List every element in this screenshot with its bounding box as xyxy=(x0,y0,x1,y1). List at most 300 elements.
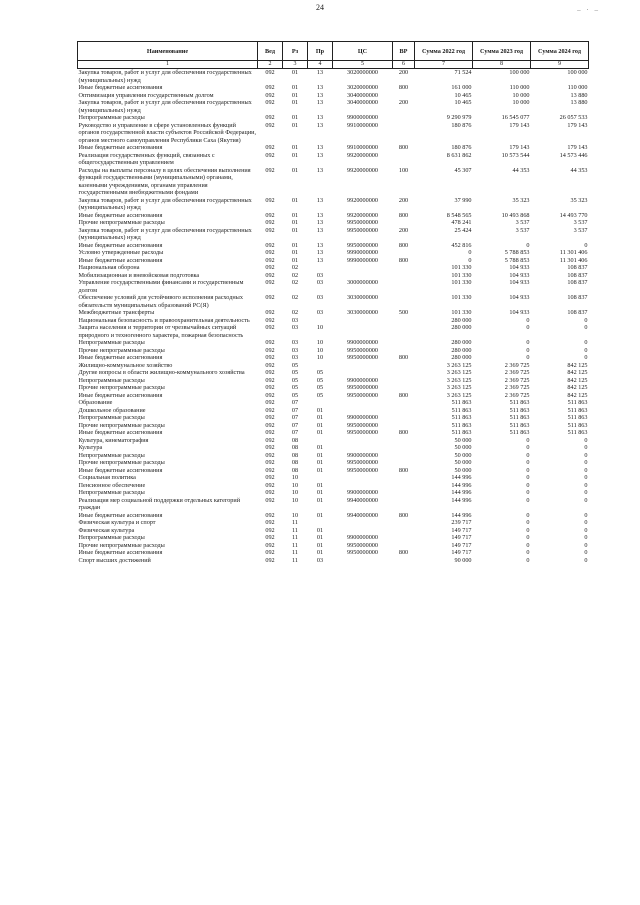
cell-name: Расходы на выплаты персоналу в целях обеспечения выполнения функций государственными (муниципальными) органами, казенными учреждениями, органами управления государственными внебюджетными фондами xyxy=(78,166,251,196)
cell-sum-2024: 842 125 xyxy=(567,384,588,391)
cell-rz: 02 xyxy=(291,279,299,286)
cell-sum-2024: 108 837 xyxy=(567,309,588,316)
cell-cs: 9950000000 xyxy=(347,549,378,556)
cell-name: Физическая культура xyxy=(78,526,135,534)
cell-sum-2023: 0 xyxy=(526,541,530,549)
table-row xyxy=(78,339,589,347)
cell-sum-2023: 0 xyxy=(526,526,530,534)
cell-vr xyxy=(393,152,415,167)
cell-pr: 05 xyxy=(316,369,324,376)
cell-pr: 01 xyxy=(316,466,324,474)
cell-rz: 02 xyxy=(291,309,299,316)
cell-rz: 01 xyxy=(291,69,299,76)
cell-sum-2023: 104 933 xyxy=(509,294,530,301)
cell-pr xyxy=(308,264,333,272)
cell-pr: 01 xyxy=(316,459,324,466)
cell-pr xyxy=(308,399,333,407)
cell-name: Пенсионное обеспечение xyxy=(78,481,146,489)
cell-sum-2022: 101 330 xyxy=(451,279,472,286)
col-number: 7 xyxy=(415,61,473,69)
table-row xyxy=(78,99,589,114)
cell-ved: 092 xyxy=(265,526,275,534)
cell-rz: 05 xyxy=(291,391,299,399)
col-header-sum-2023: Сумма 2023 год xyxy=(473,42,531,61)
cell-sum-2023: 5 788 853 xyxy=(504,249,530,256)
cell-name: Жилищно-коммунальное хозяйство xyxy=(78,361,173,369)
col-number: 8 xyxy=(473,61,531,69)
cell-sum-2022: 37 990 xyxy=(454,196,472,204)
cell-cs xyxy=(333,527,393,535)
cell-name: Физическая культура и спорт xyxy=(78,519,156,526)
col-number: 1 xyxy=(78,61,258,69)
cell-vr xyxy=(393,407,415,415)
cell-vr: 200 xyxy=(398,69,409,76)
cell-rz: 07 xyxy=(291,406,299,414)
cell-sum-2022: 180 876 xyxy=(451,121,472,129)
cell-rz: 03 xyxy=(291,354,299,361)
col-header-sum-2022: Сумма 2022 год xyxy=(415,42,473,61)
cell-sum-2023: 3 537 xyxy=(515,226,530,234)
cell-sum-2024: 511 863 xyxy=(567,414,588,421)
cell-pr: 01 xyxy=(316,549,324,556)
cell-pr: 13 xyxy=(316,114,324,121)
cell-ved: 092 xyxy=(265,376,275,384)
cell-pr: 13 xyxy=(316,219,324,226)
table-row xyxy=(78,264,589,272)
cell-cs: 9950000000 xyxy=(347,541,378,549)
cell-ved: 092 xyxy=(265,444,275,451)
cell-rz: 02 xyxy=(291,271,299,279)
cell-vr xyxy=(393,294,415,309)
cell-ved: 092 xyxy=(265,429,275,436)
table-row xyxy=(78,399,589,407)
cell-pr: 13 xyxy=(316,241,324,249)
cell-pr: 13 xyxy=(316,84,324,91)
table-row xyxy=(78,114,589,122)
cell-vr: 200 xyxy=(398,99,409,106)
cell-name: Иные бюджетные ассигнования xyxy=(78,256,163,264)
cell-name: Защита населения и территории от чрезвычайных ситуаций природного и техногенного характера, пожарная безопасность xyxy=(78,324,244,339)
cell-rz: 10 xyxy=(291,496,299,504)
cell-rz: 10 xyxy=(291,511,299,519)
cell-pr: 03 xyxy=(316,271,324,279)
table-row xyxy=(78,272,589,280)
cell-ved: 092 xyxy=(265,369,275,376)
cell-ved: 092 xyxy=(265,421,275,429)
cell-sum-2024: 0 xyxy=(584,511,588,519)
cell-rz: 01 xyxy=(291,241,299,249)
cell-pr: 13 xyxy=(316,99,324,106)
cell-sum-2022: 149 717 xyxy=(451,526,472,534)
cell-sum-2024: 0 xyxy=(584,474,588,481)
cell-name: Условно утвержденные расходы xyxy=(78,249,164,256)
cell-ved: 092 xyxy=(265,99,275,106)
cell-sum-2022: 8 631 862 xyxy=(446,151,472,159)
cell-sum-2022: 101 330 xyxy=(451,294,472,301)
header-row xyxy=(78,42,589,61)
cell-vr xyxy=(393,474,415,482)
cell-pr: 13 xyxy=(316,249,324,256)
cell-vr xyxy=(393,557,415,565)
table-row xyxy=(78,84,589,92)
cell-pr: 13 xyxy=(316,69,324,76)
cell-name: Иные бюджетные ассигнования xyxy=(78,429,163,436)
cell-name: Реализация мер социальной поддержки отдельных категорий граждан xyxy=(78,496,241,511)
cell-sum-2024: 0 xyxy=(584,316,588,324)
cell-vr: 200 xyxy=(398,196,409,204)
cell-rz: 01 xyxy=(291,211,299,219)
cell-cs: 3020000000 xyxy=(347,84,378,91)
cell-sum-2023: 0 xyxy=(526,519,530,526)
budget-table xyxy=(77,41,589,564)
cell-rz: 10 xyxy=(291,474,299,481)
cell-sum-2023: 0 xyxy=(526,241,530,249)
cell-sum-2024: 108 837 xyxy=(567,264,588,271)
cell-ved: 092 xyxy=(265,436,275,444)
cell-name: Культура, кинематография xyxy=(78,436,149,444)
cell-sum-2024: 0 xyxy=(584,481,588,489)
cell-vr xyxy=(393,444,415,452)
cell-sum-2022: 144 996 xyxy=(451,474,472,481)
cell-rz: 08 xyxy=(291,459,299,466)
col-header-sum-2024: Сумма 2024 год xyxy=(531,42,589,61)
cell-sum-2024: 13 880 xyxy=(570,91,588,99)
cell-vr: 500 xyxy=(398,309,409,316)
cell-sum-2022: 511 863 xyxy=(451,421,472,429)
cell-cs: 9950000000 xyxy=(347,219,378,226)
cell-pr: 13 xyxy=(316,91,324,99)
cell-cs: 9950000000 xyxy=(347,241,378,249)
cell-sum-2022: 101 330 xyxy=(451,309,472,316)
cell-ved: 092 xyxy=(265,114,275,121)
cell-cs: 9950000000 xyxy=(347,354,378,361)
cell-name: Социальная политика xyxy=(78,474,136,481)
cell-sum-2023: 511 863 xyxy=(509,406,530,414)
cell-name: Непрограммные расходы xyxy=(78,451,145,459)
cell-pr: 13 xyxy=(316,226,324,234)
col-header-cs: ЦС xyxy=(333,42,393,61)
cell-sum-2022: 50 000 xyxy=(454,436,472,444)
cell-name: Прочие непрограммные расходы xyxy=(78,459,165,466)
cell-name: Межбюджетные трансферты xyxy=(78,309,155,316)
cell-pr: 03 xyxy=(316,556,324,564)
table-row xyxy=(78,369,589,377)
cell-vr xyxy=(393,384,415,392)
cell-cs xyxy=(333,324,393,339)
cell-ved: 092 xyxy=(265,316,275,324)
cell-ved: 092 xyxy=(265,346,275,354)
cell-cs: 9990000000 xyxy=(347,249,378,256)
cell-rz: 01 xyxy=(291,196,299,204)
cell-sum-2022: 10 465 xyxy=(454,99,472,106)
col-header-pr: Пр xyxy=(308,42,333,61)
cell-sum-2024: 108 837 xyxy=(567,294,588,301)
cell-ved: 092 xyxy=(265,271,275,279)
cell-cs: 9920000000 xyxy=(347,196,378,204)
cell-sum-2024: 0 xyxy=(584,436,588,444)
col-header-ved: Вед xyxy=(258,42,283,61)
cell-sum-2023: 2 369 725 xyxy=(504,361,530,369)
cell-sum-2024: 0 xyxy=(584,346,588,354)
cell-sum-2023: 2 369 725 xyxy=(504,384,530,391)
cell-rz: 01 xyxy=(291,84,299,91)
cell-name: Иные бюджетные ассигнования xyxy=(78,391,163,399)
table-row xyxy=(78,347,589,355)
table-row xyxy=(78,534,589,542)
cell-vr xyxy=(393,542,415,550)
cell-rz: 01 xyxy=(291,151,299,159)
table-row xyxy=(78,197,589,212)
cell-rz: 05 xyxy=(291,369,299,376)
cell-sum-2023: 2 369 725 xyxy=(504,369,530,376)
cell-ved: 092 xyxy=(265,414,275,421)
cell-sum-2023: 0 xyxy=(526,556,530,564)
cell-rz: 08 xyxy=(291,436,299,444)
cell-sum-2023: 0 xyxy=(526,346,530,354)
cell-vr: 100 xyxy=(398,166,409,174)
cell-ved: 092 xyxy=(265,144,275,151)
cell-pr: 01 xyxy=(316,444,324,451)
cell-rz: 07 xyxy=(291,399,299,406)
cell-sum-2024: 110 000 xyxy=(567,84,588,91)
cell-name: Прочие непрограммные расходы xyxy=(78,541,165,549)
cell-name: Прочие непрограммные расходы xyxy=(78,421,165,429)
cell-name: Оптимизация управления государственным долгом xyxy=(78,91,214,99)
cell-sum-2022: 280 000 xyxy=(451,354,472,361)
cell-ved: 092 xyxy=(265,489,275,496)
table-row xyxy=(78,512,589,520)
cell-rz: 01 xyxy=(291,99,299,106)
cell-vr xyxy=(393,519,415,527)
cell-pr: 01 xyxy=(316,534,324,541)
cell-sum-2024: 511 863 xyxy=(567,421,588,429)
cell-vr: 800 xyxy=(398,466,409,474)
cell-vr: 800 xyxy=(398,429,409,436)
table-row xyxy=(78,294,589,309)
cell-vr xyxy=(393,219,415,227)
cell-sum-2024: 511 863 xyxy=(567,406,588,414)
cell-name: Непрограммные расходы xyxy=(78,339,145,346)
cell-ved: 092 xyxy=(265,69,275,76)
cell-pr: 10 xyxy=(316,346,324,354)
cell-sum-2023: 0 xyxy=(526,489,530,496)
table-row xyxy=(78,482,589,490)
cell-sum-2023: 104 933 xyxy=(509,279,530,286)
cell-name: Непрограммные расходы xyxy=(78,489,145,496)
cell-name: Иные бюджетные ассигнования xyxy=(78,511,163,519)
cell-sum-2024: 0 xyxy=(584,496,588,504)
cell-ved: 092 xyxy=(265,391,275,399)
cell-sum-2024: 0 xyxy=(584,451,588,459)
cell-sum-2023: 35 323 xyxy=(512,196,530,204)
cell-vr: 800 xyxy=(398,549,409,556)
table-row xyxy=(78,362,589,370)
cell-rz: 11 xyxy=(292,519,298,526)
cell-ved: 092 xyxy=(265,294,275,301)
cell-rz: 11 xyxy=(292,526,298,534)
cell-cs xyxy=(333,444,393,452)
cell-sum-2022: 239 717 xyxy=(451,519,472,526)
cell-sum-2022: 144 996 xyxy=(451,511,472,519)
cell-sum-2024: 842 125 xyxy=(567,376,588,384)
cell-sum-2022: 144 996 xyxy=(451,489,472,496)
cell-sum-2022: 50 000 xyxy=(454,444,472,451)
cell-name: Непрограммные расходы xyxy=(78,376,145,384)
cell-cs xyxy=(333,474,393,482)
cell-ved: 092 xyxy=(265,84,275,91)
cell-sum-2023: 10 573 544 xyxy=(501,151,530,159)
cell-sum-2022: 3 263 125 xyxy=(446,369,472,376)
cell-sum-2024: 842 125 xyxy=(567,391,588,399)
cell-rz: 03 xyxy=(291,339,299,346)
cell-sum-2024: 0 xyxy=(584,534,588,541)
cell-vr: 200 xyxy=(398,226,409,234)
cell-sum-2023: 0 xyxy=(526,466,530,474)
cell-cs xyxy=(333,317,393,325)
cell-sum-2023: 0 xyxy=(526,339,530,346)
cell-pr: 01 xyxy=(316,489,324,496)
cell-sum-2023: 10 493 868 xyxy=(501,211,530,219)
cell-vr: 800 xyxy=(398,211,409,219)
cell-sum-2024: 0 xyxy=(584,526,588,534)
cell-sum-2024: 842 125 xyxy=(567,369,588,376)
cell-sum-2023: 0 xyxy=(526,496,530,504)
cell-cs: 9940000000 xyxy=(347,496,378,504)
cell-vr xyxy=(393,377,415,385)
cell-name: Образование xyxy=(78,399,113,406)
cell-cs: 9910000000 xyxy=(347,121,378,129)
cell-sum-2022: 149 717 xyxy=(451,534,472,541)
cell-rz: 01 xyxy=(291,144,299,151)
cell-name: Обеспечение условий для устойчивого исполнения расходных обязательств муниципальных образований РС(Я) xyxy=(78,294,243,309)
cell-rz: 01 xyxy=(291,114,299,121)
cell-sum-2022: 45 307 xyxy=(454,166,472,174)
cell-vr: 800 xyxy=(398,256,409,264)
table-row xyxy=(78,249,589,257)
cell-cs: 9910000000 xyxy=(347,144,378,151)
table-row xyxy=(78,122,589,145)
cell-vr xyxy=(393,482,415,490)
cell-rz: 07 xyxy=(291,421,299,429)
cell-name: Культура xyxy=(78,444,103,451)
cell-sum-2024: 0 xyxy=(584,354,588,361)
top-right-marks: – · – xyxy=(577,6,600,14)
cell-pr: 03 xyxy=(316,309,324,316)
cell-cs: 9990000000 xyxy=(347,256,378,264)
cell-rz: 05 xyxy=(291,376,299,384)
cell-pr: 13 xyxy=(316,166,324,174)
cell-sum-2022: 511 863 xyxy=(451,414,472,421)
cell-pr: 10 xyxy=(316,339,324,346)
cell-pr: 05 xyxy=(316,384,324,391)
cell-vr xyxy=(393,264,415,272)
cell-cs: 9900000000 xyxy=(347,451,378,459)
cell-rz: 02 xyxy=(291,294,299,301)
cell-vr xyxy=(393,92,415,100)
table-row xyxy=(78,549,589,557)
cell-cs xyxy=(333,272,393,280)
cell-sum-2022: 8 548 565 xyxy=(446,211,472,219)
cell-rz: 11 xyxy=(292,556,298,564)
cell-sum-2023: 0 xyxy=(526,474,530,481)
cell-sum-2023: 511 863 xyxy=(509,421,530,429)
cell-pr: 13 xyxy=(316,144,324,151)
cell-sum-2022: 10 465 xyxy=(454,91,472,99)
cell-ved: 092 xyxy=(265,226,275,234)
cell-sum-2023: 2 369 725 xyxy=(504,376,530,384)
table-row xyxy=(78,414,589,422)
cell-name: Непрограммные расходы xyxy=(78,534,145,541)
table-row xyxy=(78,227,589,242)
cell-sum-2023: 0 xyxy=(526,444,530,451)
cell-name: Закупка товаров, работ и услуг для обеспечения государственных (муниципальных) нужд xyxy=(78,196,252,211)
table-row xyxy=(78,527,589,535)
cell-sum-2022: 280 000 xyxy=(451,339,472,346)
cell-pr: 01 xyxy=(316,481,324,489)
cell-rz: 01 xyxy=(291,166,299,174)
cell-cs: 9900000000 xyxy=(347,376,378,384)
table-row xyxy=(78,212,589,220)
cell-cs: 3030000000 xyxy=(347,309,378,316)
cell-cs xyxy=(333,264,393,272)
cell-ved: 092 xyxy=(265,406,275,414)
cell-rz: 01 xyxy=(291,256,299,264)
cell-vr xyxy=(393,272,415,280)
cell-ved: 092 xyxy=(265,196,275,204)
table-row xyxy=(78,474,589,482)
cell-sum-2024: 511 863 xyxy=(567,399,588,406)
cell-vr xyxy=(393,437,415,445)
cell-ved: 092 xyxy=(265,549,275,556)
cell-cs xyxy=(333,437,393,445)
cell-vr xyxy=(393,279,415,294)
cell-rz: 08 xyxy=(291,444,299,451)
cell-sum-2024: 14 573 446 xyxy=(559,151,588,159)
cell-sum-2022: 511 863 xyxy=(451,429,472,436)
cell-pr: 01 xyxy=(316,541,324,549)
cell-rz: 03 xyxy=(291,316,299,324)
cell-sum-2023: 100 000 xyxy=(509,69,530,76)
cell-sum-2024: 179 143 xyxy=(567,121,588,129)
col-header-rz: Рз xyxy=(283,42,308,61)
cell-pr xyxy=(308,317,333,325)
table-row xyxy=(78,519,589,527)
cell-cs: 9950000000 xyxy=(347,429,378,436)
cell-cs: 9900000000 xyxy=(347,534,378,541)
cell-sum-2024: 0 xyxy=(584,324,588,331)
cell-sum-2023: 0 xyxy=(526,511,530,519)
cell-sum-2022: 3 263 125 xyxy=(446,361,472,369)
cell-cs: 3030000000 xyxy=(347,294,378,301)
cell-ved: 092 xyxy=(265,339,275,346)
cell-name: Реализация государственных функций, связанных с общегосударственным управлением xyxy=(78,151,215,166)
table-row xyxy=(78,152,589,167)
cell-vr xyxy=(393,497,415,512)
cell-vr xyxy=(393,452,415,460)
table-row xyxy=(78,452,589,460)
table-row xyxy=(78,219,589,227)
cell-name: Иные бюджетные ассигнования xyxy=(78,549,163,556)
cell-sum-2022: 180 876 xyxy=(451,144,472,151)
cell-name: Закупка товаров, работ и услуг для обеспечения государственных (муниципальных) нужд xyxy=(78,69,252,84)
cell-sum-2023: 5 788 853 xyxy=(504,256,530,264)
cell-cs: 9940000000 xyxy=(347,511,378,519)
cell-sum-2022: 280 000 xyxy=(451,324,472,331)
table-row xyxy=(78,242,589,250)
table-row xyxy=(78,437,589,445)
cell-name: Спорт высших достижений xyxy=(78,556,151,564)
table-row xyxy=(78,167,589,197)
